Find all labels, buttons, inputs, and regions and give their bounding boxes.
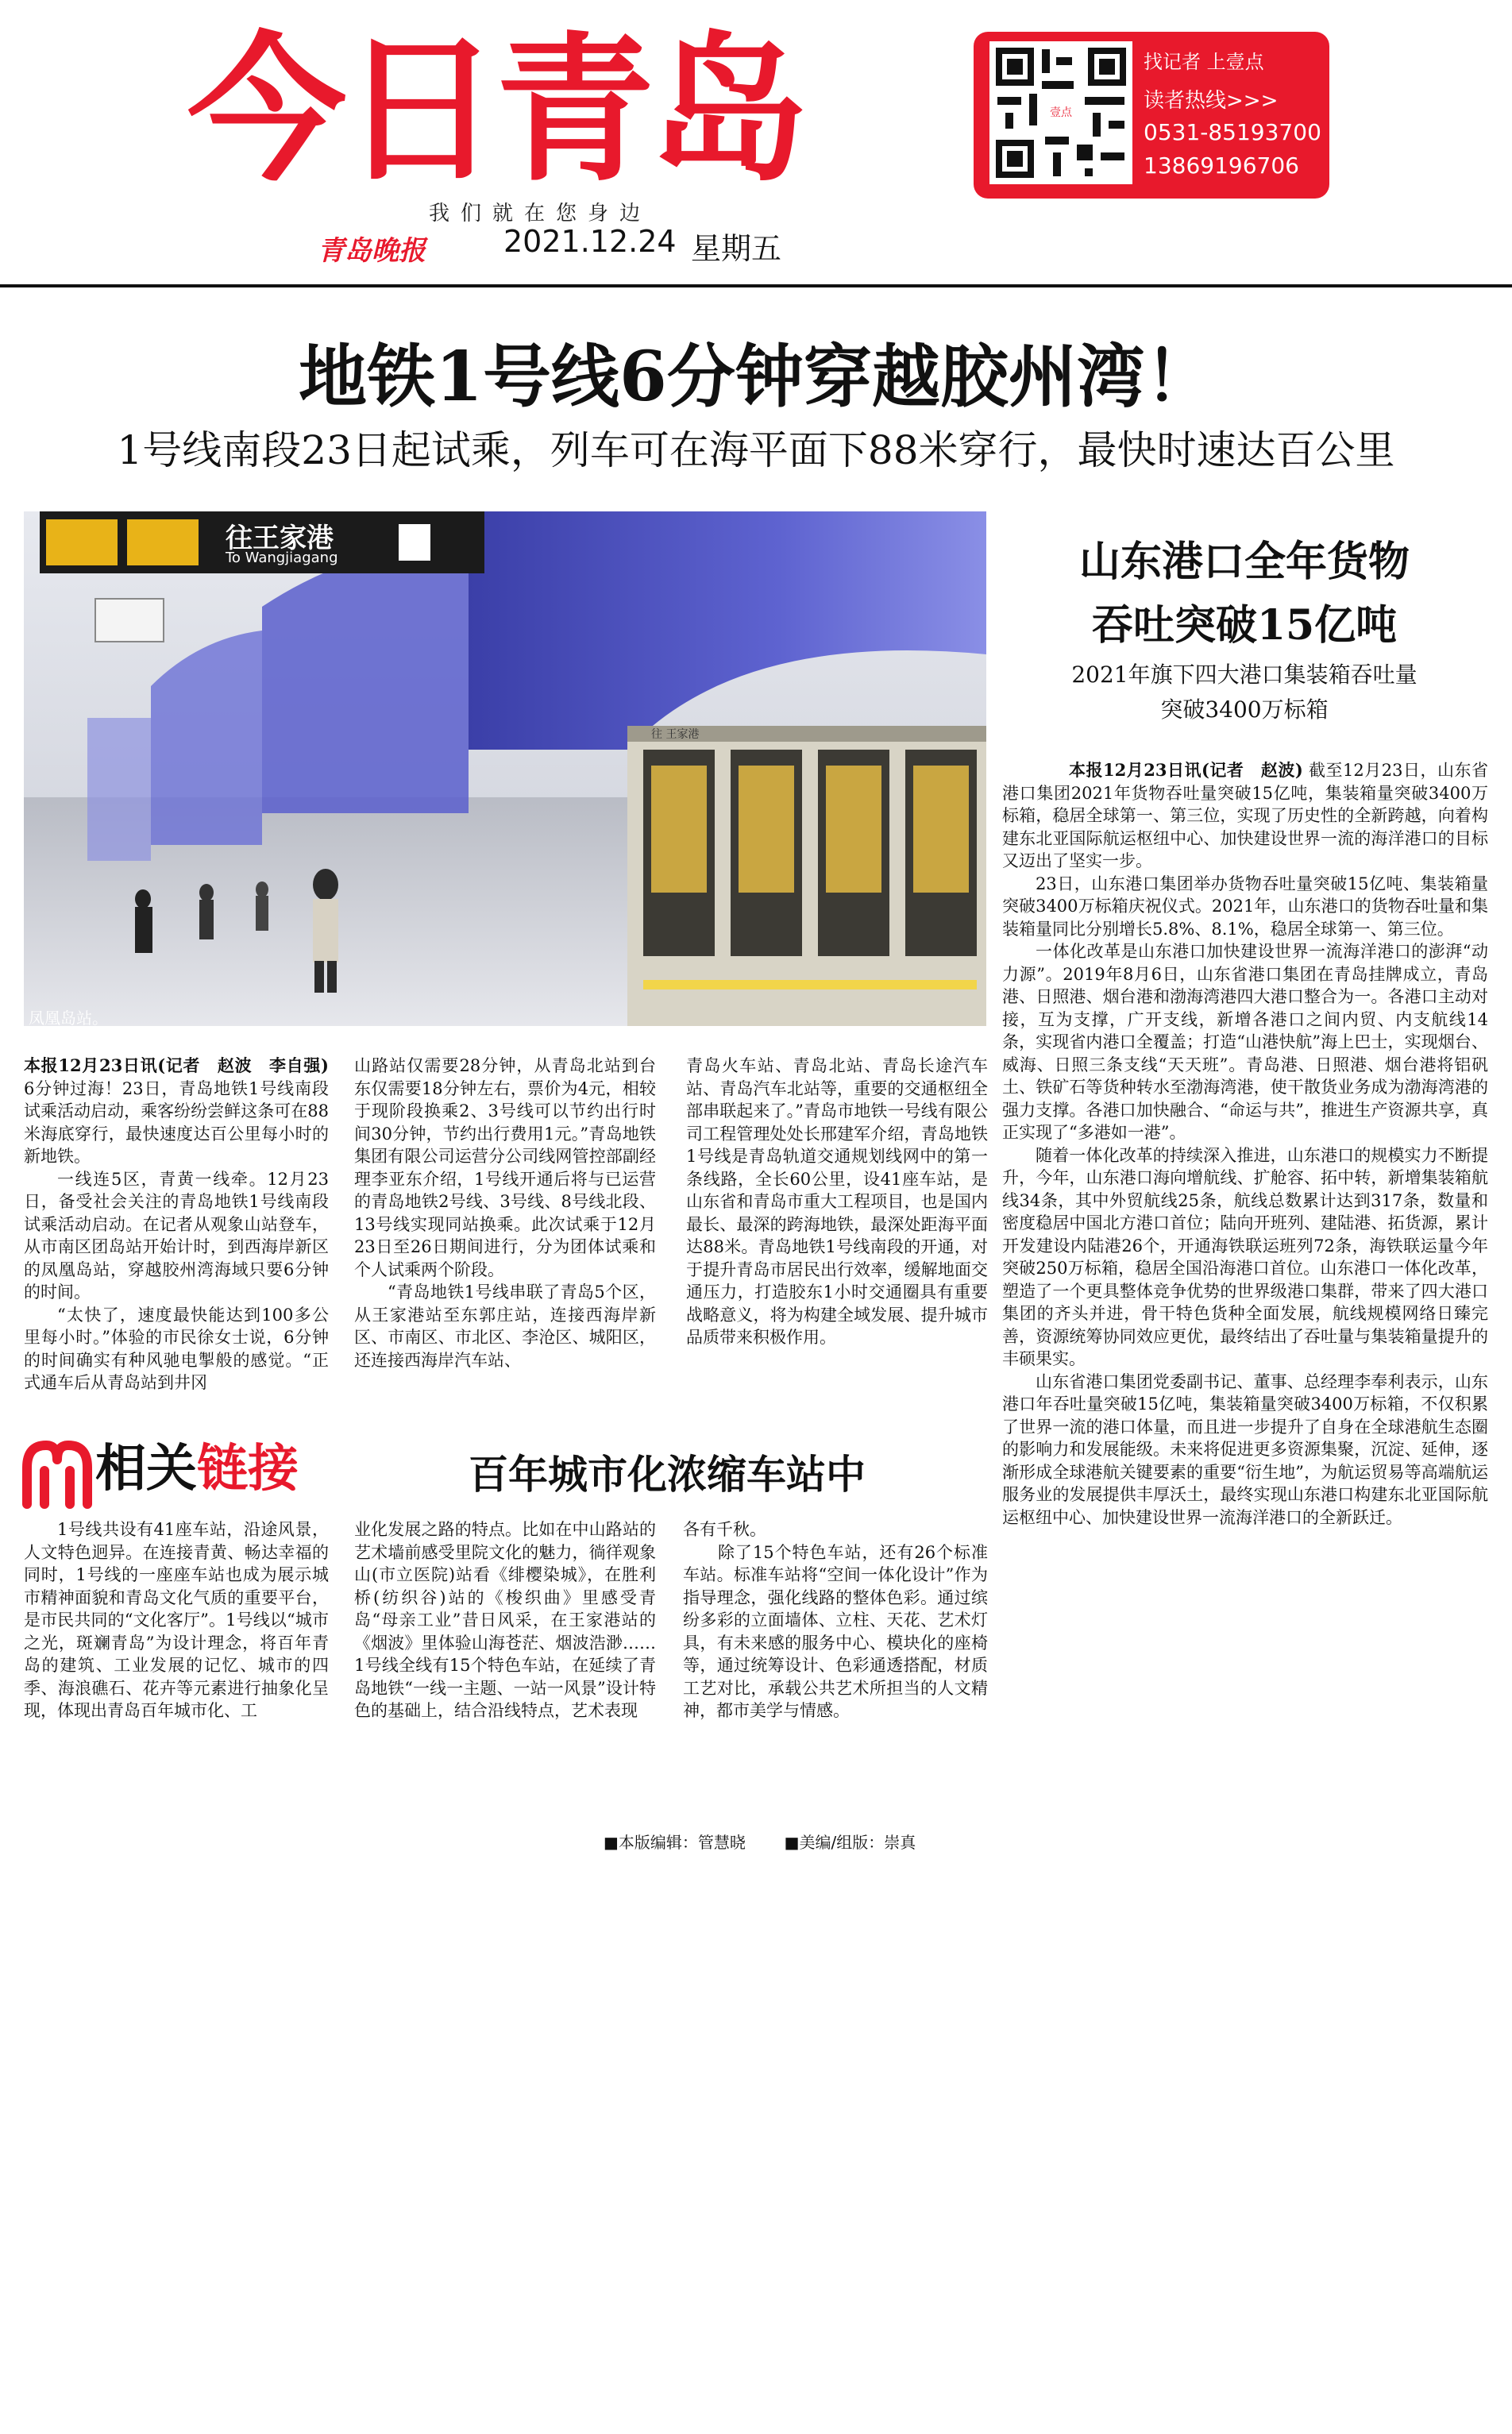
paragraph: 随着一体化改革的持续深入推进，山东港口的规模实力不断提升，今年，山东港口海向增航线、扩舱容、拓中转，新增集装箱航线34条，其中外贸航线25条，航线总数累计达到317条，数量和密度稳居中国北方港口首位；陆向开班列、建陆港、拓货源，累计开发建设内陆港26个，开通海铁联运班列72条，海铁联运量今年突破250万标箱，稳居全国沿海港口首位。山东港口一体化改革，塑造了一个更具整体竞争优势的世界级港口集群，带来了四大港口集团的齐头并进，骨干特色货种全面发展，航线规模网络日臻完善，资源统筹协同效应更优，最终结出了吞吐量与集装箱量提升的丰硕果实。 xyxy=(1002,1145,1488,1368)
issue-weekday: 星期五 xyxy=(691,231,782,266)
editor-credit: ■本版编辑：管慧晓 xyxy=(604,1833,746,1852)
side-story-body xyxy=(1002,759,1488,1760)
paragraph: 一线连5区，青黄一线牵。12月23日，备受社会关注的青岛地铁1号线南段试乘活动启动。在记者从观象山站登车，从市南区团岛站开始计时，到西海岸新区的凤凰岛站，穿越胶州湾海域只要6分钟的时间。 xyxy=(24,1169,329,1302)
paragraph: 山路站仅需要28分钟，从青岛北站到台东仅需要18分钟左右，票价为4元，相较于现阶段换乘2、3号线可以节约出行时间30分钟，节约出行费用1元。”青岛地铁集团有限公司运营分公司线网管控部副经理李亚东介绍，1号线开通后将与已运营的青岛地铁2号线、3号线、8号线北段、13号线实现同站换乘。此次试乘于12月23日至26日期间进行，分为团体试乘和个人试乘两个阶段。 xyxy=(354,1056,656,1279)
related-link-label: 相关链接 xyxy=(95,1440,299,1499)
paragraph: 一体化改革是山东港口加快建设世界一流海洋港口的澎湃“动力源”。2019年8月6日，山东省港口集团在青岛挂牌成立，青岛港、日照港、烟台港和渤海湾港四大港口整合为一。各港口主动对接，互为支撑，广开支线，新增各港口之间内贸、内支航线14条，实现省内港口全覆盖；打造“山港快航”海上巴士，实现烟台、威海、日照三条支线“天天班”。青岛港、日照港、烟台港将铝矾土、铁矿石等货种转水至渤海湾港，使干散货业务成为渤海湾港的强力支撑。各港口加快融合、“命运与共”，推进生产资源共享，真正实现了“多港如一港”。 xyxy=(1002,942,1488,1142)
related-headline: 百年城市化浓缩车站中 xyxy=(469,1451,866,1498)
photo-caption: 凤凰岛站。 xyxy=(29,1009,108,1028)
side-subheadline: 2021年旗下四大港口集装箱吞吐量 突破3400万标箱 xyxy=(1071,662,1418,723)
qr-code-icon[interactable] xyxy=(989,41,1132,184)
page-credits xyxy=(604,1830,916,1853)
main-headline: 地铁1号线6分钟穿越胶州湾！ xyxy=(299,337,1213,417)
paragraph: 截至12月23日，山东省港口集团2021年货物吞吐量突破15亿吨，集装箱量突破3400万标箱，稳居全球第一、第三位，实现了历史性的全新跨越，向着构建东北亚国际航运枢纽中心、加快建设世界一流的海洋港口的目标又迈出了坚实一步。 xyxy=(1002,761,1488,870)
main-story-col-2 xyxy=(354,1055,656,1420)
paragraph: 6分钟过海！23日，青岛地铁1号线南段试乘活动启动，乘客纷纷尝鲜这条可在88米海底穿行，最快速度达百公里每小时的新地铁。 xyxy=(24,1078,329,1166)
design-credit: ■美编/组版：崇真 xyxy=(784,1833,916,1852)
hotline-phone-2: 13869196706 xyxy=(1144,152,1299,179)
metro-station-photo xyxy=(24,511,986,1026)
main-subheadline: 1号线南段23日起试乘，列车可在海平面下88米穿行，最快时速达百公里 xyxy=(117,427,1395,473)
paragraph: 23日，山东港口集团举办货物吞吐量突破15亿吨、集装箱量突破3400万标箱庆祝仪式。2021年，山东港口的货物吞吐量和集装箱量同比分别增长5.8%、8.1%，稳居全球第一、第三位。 xyxy=(1002,874,1488,939)
related-col-2: 业化发展之路的特点。比如在中山路站的艺术墙前感受里院文化的魅力，徜徉观象山(市立医院)站看《绯樱染城》，在胜利桥(纺织谷)站的《梭织曲》里感受青岛“母亲工业”昔日风采，在王家港站的《烟波》里体验山海苍茫、烟波浩渺……1号线全线有15个特色车站，在延续了青岛地铁“一线一主题、一站一风景”设计特色的基础上，结合沿线特点，艺术表现 xyxy=(354,1520,656,1720)
issue-date: 2021.12.24 xyxy=(503,224,677,259)
slogan: 我们就在您身边 xyxy=(429,202,652,226)
paragraph: “太快了，速度最快能达到100多公里每小时。”体验的市民徐女士说，6分钟的时间确实有种风驰电掣般的感觉。“正式通车后从青岛站到井冈 xyxy=(24,1305,329,1392)
station-illustration xyxy=(24,511,986,1026)
paragraph: 山东省港口集团党委副书记、董事、总经理李奉利表示，山东港口年吞吐量突破15亿吨，集装箱量突破3400万标箱，不仅积累了世界一流的港口体量，而且进一步提升了自身在全球港航生态圈的影响力和发展能级。未来将促进更多资源集聚，沉淀、延伸，逐渐形成全球港航关键要素的重要“衍生地”，为航运贸易等高端航运服务业的发展提供丰厚沃土，最终实现山东港口构建东北亚国际航运枢纽中心、加快建设世界一流海洋港口的全新跃迁。 xyxy=(1002,1371,1488,1527)
direction-sign-en: To Wangjiagang xyxy=(226,550,338,566)
find-reporter-text: 找记者 上壹点 xyxy=(1144,51,1264,73)
byline: 本报12月23日讯(记者 赵波 李自强) xyxy=(24,1055,329,1075)
direction-sign: 往王家港 xyxy=(226,523,334,554)
related-col-1: 1号线共设有41座车站，沿途风景，人文特色迥异。在连接青黄、畅达幸福的同时，1号线的一座座车站也成为展示城市精神面貌和青岛文化气质的重要平台，是市民共同的“文化客厅”。1号线以“城市之光，斑斓青岛”为设计理念，将百年青岛的建筑、工业发展的记忆、城市的四季、海浪礁石、花卉等元素进行抽象化呈现，体现出青岛百年城市化、工 xyxy=(24,1520,329,1720)
main-story-col-1 xyxy=(24,1055,329,1420)
hotline-phone-1: 0531-85193700 xyxy=(1144,119,1321,145)
metro-logo-icon xyxy=(19,1436,95,1512)
platform-door-sign: 往 王家港 xyxy=(651,728,700,741)
newspaper-title: 今日青岛 xyxy=(187,18,804,203)
side-byline: 本报12月23日讯(记者 赵波) xyxy=(1069,760,1303,780)
main-story-col-3 xyxy=(686,1055,988,1420)
brand-logo: 青岛晚报 xyxy=(318,235,426,267)
paragraph: “青岛地铁1号线串联了青岛5个区，从王家港站至东郭庄站，连接西海岸新区、市南区、市北区、李沧区、城阳区，还连接西海岸汽车站、 xyxy=(354,1283,656,1370)
masthead-divider xyxy=(0,284,1512,287)
hotline-label: 读者热线>>> xyxy=(1144,89,1279,113)
masthead xyxy=(0,0,1512,318)
paragraph: 青岛火车站、青岛北站、青岛长途汽车站、青岛汽车北站等，重要的交通枢纽全部串联起来了。”青岛市地铁一号线有限公司工程管理处处长邢建军介绍，青岛地铁1号线是青岛轨道交通规划线网中的第一条线路，全长60公里，设41座车站，是山东省和青岛市重大工程项目，也是国内最长、最深的跨海地铁，最深处距海平面达88米。青岛地铁1号线南段的开通，对于提升青岛市居民出行效率，缓解地面交通压力，打造胶东1小时交通圈具有重要战略意义，将为构建全域发展、提升城市品质带来积极作用。 xyxy=(686,1056,988,1347)
side-headline: 山东港口全年货物 吞吐突破15亿吨 xyxy=(1078,538,1410,650)
related-col-3: 各有千秋。 除了15个特色车站，还有26个标准车站。标准车站将“空间一体化设计”作为指导理念，强化线路的整体色彩。通过缤纷多彩的立面墙体、立柱、天花、艺术灯具，有未来感的服务中心、模块化的座椅等，通过统筹设计、色彩通透搭配，材质工艺对比，承载公共艺术所担当的人文精神，都市美学与情感。 xyxy=(683,1520,988,1720)
qr-logo: 壹点 xyxy=(1047,103,1075,122)
